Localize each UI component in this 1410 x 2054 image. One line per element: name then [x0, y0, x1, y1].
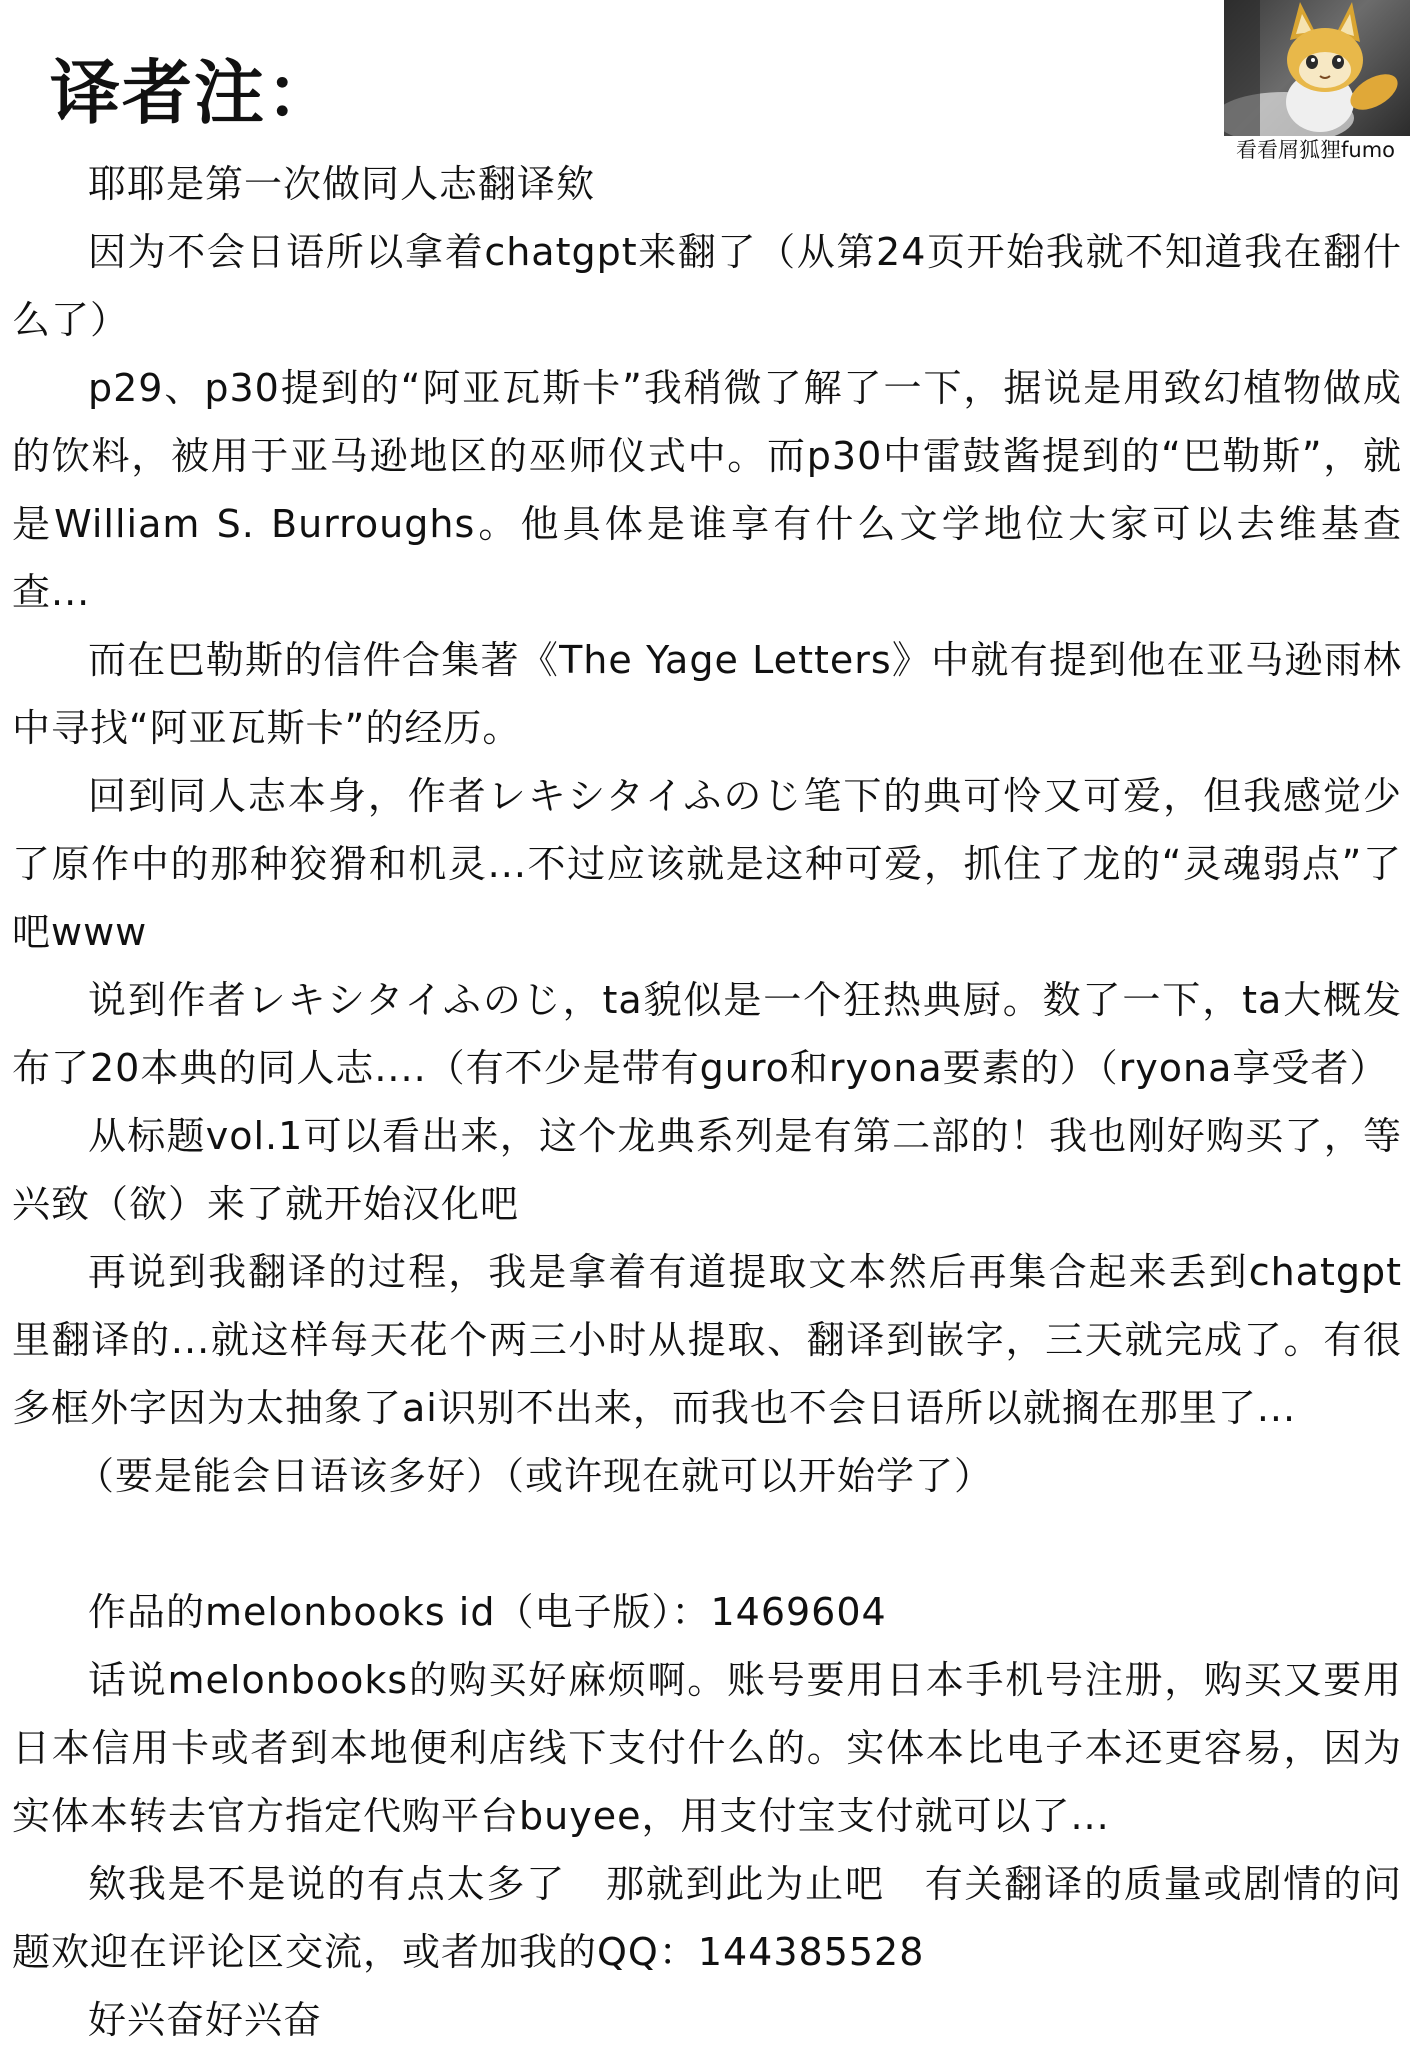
- avatar-caption: 看看屑狐狸fumo: [1236, 138, 1396, 162]
- paragraph: 再说到我翻译的过程，我是拿着有道提取文本然后再集合起来丢到chatgpt里翻译的...就这样每天花个两三小时从提取、翻译到嵌字，三天就完成了。有很多框外字因为太抽象了ai识别不出来，而我也不会日语所以就搁在那里了...: [12, 1250, 1402, 1430]
- paragraph: （要是能会日语该多好）（或许现在就可以开始学了）: [76, 1454, 994, 1498]
- paragraph: 而在巴勒斯的信件合集著《The Yage Letters》中就有提到他在亚马逊雨林中寻找“阿亚瓦斯卡”的经历。: [12, 638, 1402, 750]
- blank-line: [12, 1510, 1402, 1578]
- paragraph: 回到同人志本身，作者レキシタイふのじ笔下的典可怜又可爱，但我感觉少了原作中的那种狡猾和机灵...不过应该就是这种可爱，抓住了龙的“灵魂弱点”了吧www: [12, 774, 1402, 954]
- page-title: 译者注：: [50, 52, 338, 134]
- paragraph: 说到作者レキシタイふのじ，ta貌似是一个狂热典厨。数了一下，ta大概发布了20本典的同人志....（有不少是带有guro和ryona要素的）（ryona享受者）: [12, 978, 1402, 1090]
- fox-plush-icon: [1224, 0, 1410, 136]
- paragraph: 话说melonbooks的购买好麻烦啊。账号要用日本手机号注册，购买又要用日本信用卡或者到本地便利店线下支付什么的。实体本比电子本还更容易，因为实体本转去官方指定代购平台buyee，用支付宝支付就可以了...: [12, 1658, 1402, 1838]
- paragraph: 好兴奋好兴奋: [88, 1998, 323, 2042]
- paragraph: 作品的melonbooks id（电子版）：1469604: [88, 1590, 887, 1634]
- note-body: [12, 150, 1402, 2054]
- paragraph: 耶耶是第一次做同人志翻译欸: [88, 162, 596, 206]
- paragraph: p29、p30提到的“阿亚瓦斯卡”我稍微了解了一下，据说是用致幻植物做成的饮料，被用于亚马逊地区的巫师仪式中。而p30中雷鼓酱提到的“巴勒斯”，就是William S. Burroughs。他具体是谁享有什么文学地位大家可以去维基查查...: [12, 366, 1402, 614]
- paragraph: 欸我是不是说的有点太多了 那就到此为止吧 有关翻译的质量或剧情的问题欢迎在评论区交流，或者加我的QQ：144385528: [12, 1862, 1402, 1974]
- paragraph: 从标题vol.1可以看出来，这个龙典系列是有第二部的！我也刚好购买了，等兴致（欲）来了就开始汉化吧: [12, 1114, 1402, 1226]
- paragraph: 因为不会日语所以拿着chatgpt来翻了（从第24页开始我就不知道我在翻什么了）: [12, 230, 1402, 342]
- avatar: [1224, 0, 1410, 136]
